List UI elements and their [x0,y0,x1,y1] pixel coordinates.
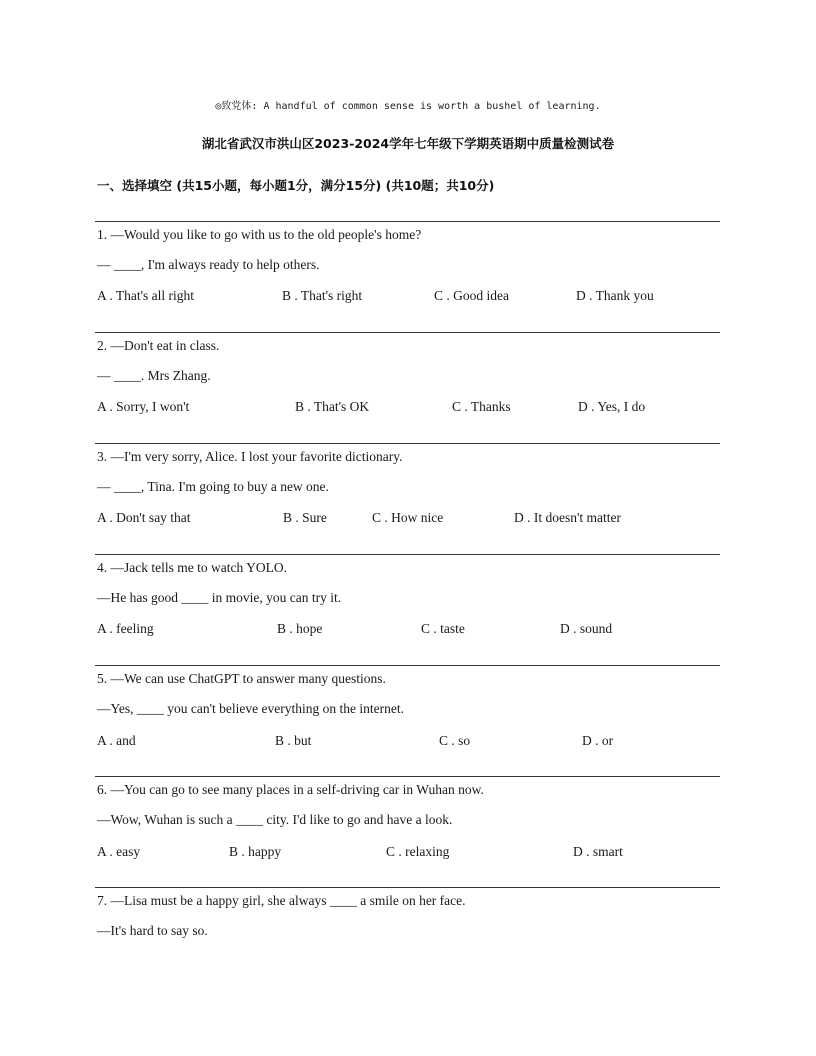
question-6-option-b[interactable]: B . happy [229,844,282,859]
question-6-line-1: 6. —You can go to see many places in a self-driving car in Wuhan now. [97,782,484,797]
question-5-option-c[interactable]: C . so [439,733,471,748]
question-6-option-d[interactable]: D . smart [573,844,623,859]
motto: ◎致党体: A handful of common sense is worth a bushel of learning. [215,101,601,112]
section-heading: 一、选择填空 (共15小题，每小题1分，满分15分) (共10题；共10分) [97,178,495,193]
question-4-line-1: 4. —Jack tells me to watch YOLO. [97,560,287,575]
question-3-option-b[interactable]: B . Sure [283,510,327,525]
page-title: 湖北省武汉市洪山区2023-2024学年七年级下学期英语期中质量检测试卷 [201,136,615,151]
question-4-option-c[interactable]: C . taste [421,621,465,636]
question-4-option-a[interactable]: A . feeling [97,621,154,636]
question-1-option-c[interactable]: C . Good idea [434,288,509,303]
question-6-option-c[interactable]: C . relaxing [386,844,450,859]
question-1-option-b[interactable]: B . That's right [282,288,363,303]
question-1-line-2: — ____, I'm always ready to help others. [97,257,320,272]
question-1-option-a[interactable]: A . That's all right [97,288,195,303]
question-2-line-2: — ____. Mrs Zhang. [97,368,211,383]
divider [95,665,720,666]
divider [95,554,720,555]
question-3-option-a[interactable]: A . Don't say that [97,510,191,525]
question-3-option-c[interactable]: C . How nice [372,510,444,525]
divider [95,332,720,333]
question-4-option-b[interactable]: B . hope [277,621,323,636]
divider [95,887,720,888]
question-3-line-1: 3. —I'm very sorry, Alice. I lost your favorite dictionary. [97,449,403,464]
question-5-option-d[interactable]: D . or [582,733,614,748]
question-4-line-2: —He has good ____ in movie, you can try it. [97,590,342,605]
question-5-option-a[interactable]: A . and [97,733,136,748]
divider [95,443,720,444]
question-2-option-b[interactable]: B . That's OK [295,399,370,414]
question-7-line-2: —It's hard to say so. [97,923,208,938]
question-5-line-1: 5. —We can use ChatGPT to answer many questions. [97,671,386,686]
question-1-line-1: 1. —Would you like to go with us to the old people's home? [97,227,422,242]
question-1-option-d[interactable]: D . Thank you [576,288,654,303]
question-3-option-d[interactable]: D . It doesn't matter [514,510,622,525]
question-2-option-c[interactable]: C . Thanks [452,399,511,414]
question-5-option-b[interactable]: B . but [275,733,312,748]
question-2-option-a[interactable]: A . Sorry, I won't [97,399,190,414]
divider [95,776,720,777]
question-4-option-d[interactable]: D . sound [560,621,613,636]
divider [95,221,720,222]
question-3-line-2: — ____, Tina. I'm going to buy a new one. [97,479,329,494]
question-7-line-1: 7. —Lisa must be a happy girl, she always ____ a smile on her face. [97,893,466,908]
question-6-line-2: —Wow, Wuhan is such a ____ city. I'd like to go and have a look. [97,812,453,827]
question-2-option-d[interactable]: D . Yes, I do [578,399,646,414]
question-6-option-a[interactable]: A . easy [97,844,141,859]
question-5-line-2: —Yes, ____ you can't believe everything on the internet. [97,701,404,716]
question-2-line-1: 2. —Don't eat in class. [97,338,220,353]
